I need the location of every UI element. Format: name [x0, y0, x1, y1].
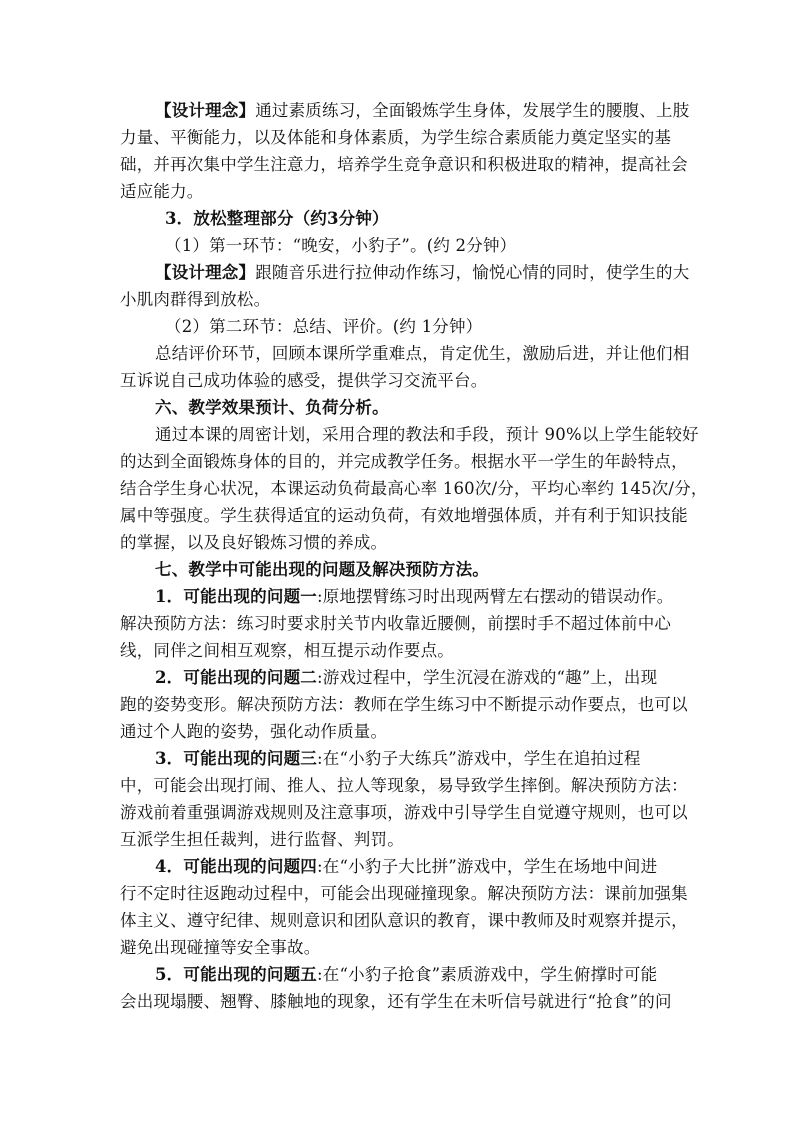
problem-4 [155, 857, 657, 877]
problem-label: 2．可能出现的问题二 [155, 668, 317, 687]
text-line: 的掌握，以及良好锻炼习惯的养成。 [120, 533, 388, 552]
text-line: 通过本课的周密计划，采用合理的教法和手段，预计 90%以上学生能较好 [155, 425, 699, 444]
section-heading-3: 3．放松整理部分（约3分钟） [165, 209, 389, 228]
problem-2 [155, 668, 657, 688]
text-line: 中，可能会出现打闹、推人、拉人等现象，易导致学生摔倒。解决预防方法： [120, 776, 688, 795]
section-heading-7: 七、教学中可能出现的问题及解决预防方法。 [155, 560, 489, 579]
text-line: 互诉说自己成功体验的感受，提供学习交流平台。 [120, 371, 488, 390]
text-line: 属中等强度。学生获得适宜的运动负荷，有效地增强体质，并有利于知识技能 [120, 506, 688, 525]
text-line: 的达到全面锻炼身体的目的，并完成教学任务。根据水平一学生的年龄特点， [120, 452, 688, 471]
problem-1 [155, 587, 673, 607]
text-line: 适应能力。 [120, 182, 204, 201]
section-heading-6: 六、教学效果预计、负荷分析。 [155, 398, 389, 417]
text-line: 游戏前着重强调游戏规则及注意事项，游戏中引导学生自觉遵守规则，也可以 [120, 803, 688, 822]
design-concept-tag: 【设计理念】 [155, 263, 256, 282]
text-line: 体主义、遵守纪律、规则意识和团队意识的教育，课中教师及时观察并提示， [120, 911, 688, 930]
design-concept-paragraph-2 [155, 263, 689, 283]
text-line: :在“小豹子抢食”素质游戏中，学生俯撑时可能 [316, 965, 658, 984]
problem-label: 3．可能出现的问题三 [155, 749, 317, 768]
text-line: 通过素质练习，全面锻炼学生身体，发展学生的腰腹、上肢 [255, 101, 690, 120]
step-2-line: （2）第二环节：总结、评价。(约 1分钟） [165, 317, 483, 336]
text-line: 小肌肉群得到放松。 [120, 290, 271, 309]
text-line: 跟随音乐进行拉伸动作练习，愉悦心情的同时，使学生的大 [255, 263, 690, 282]
text-line: 解决预防方法：练习时要求肘关节内收靠近腰侧，前摆时手不超过体前中心 [120, 614, 672, 633]
problem-5 [155, 965, 657, 985]
problem-label: 4．可能出现的问题四 [155, 857, 317, 876]
text-line: :在“小豹子大比拼”游戏中，学生在场地中间进 [316, 857, 658, 876]
text-line: 跑的姿势变形。解决预防方法：教师在学生练习中不断提示动作要点，也可以 [120, 695, 688, 714]
text-line: 行不定时往返跑动过程中，可能会出现碰撞现象。解决预防方法：课前加强集 [120, 884, 688, 903]
step-1-line: （1）第一环节：“晚安，小豹子”。(约 2分钟） [165, 236, 517, 255]
problem-3 [155, 749, 641, 769]
design-concept-paragraph-1 [155, 101, 689, 121]
text-line: 结合学生身心状况，本课运动负荷最高心率 160次/分，平均心率约 145次/分， [120, 479, 708, 498]
text-line: :游戏过程中，学生沉浸在游戏的“趣”上，出现 [316, 668, 658, 687]
text-line: 通过个人跑的姿势，强化动作质量。 [120, 722, 388, 741]
text-line: 础，并再次集中学生注意力，培养学生竞争意识和积极进取的精神，提高社会 [120, 155, 688, 174]
text-line: 力量、平衡能力，以及体能和身体素质，为学生综合素质能力奠定坚实的基 [120, 128, 672, 147]
problem-label: 1．可能出现的问题一 [155, 587, 317, 606]
text-line: 线，同伴之间相互观察，相互提示动作要点。 [120, 641, 454, 660]
text-line: 避免出现碰撞等安全事故。 [120, 938, 321, 957]
design-concept-tag: 【设计理念】 [155, 101, 256, 120]
text-line: :在“小豹子大练兵”游戏中，学生在追拍过程 [316, 749, 641, 768]
text-line: 会出现塌腰、翘臀、膝触地的现象，还有学生在未听信号就进行“抢食”的问 [120, 992, 672, 1011]
text-line: 互派学生担任裁判，进行监督、判罚。 [120, 830, 404, 849]
text-line: :原地摆臂练习时出现两臂左右摆动的错误动作。 [316, 587, 674, 606]
text-line: 总结评价环节，回顾本课所学重难点，肯定优生，激励后进，并让他们相 [155, 344, 690, 363]
problem-label: 5．可能出现的问题五 [155, 965, 317, 984]
